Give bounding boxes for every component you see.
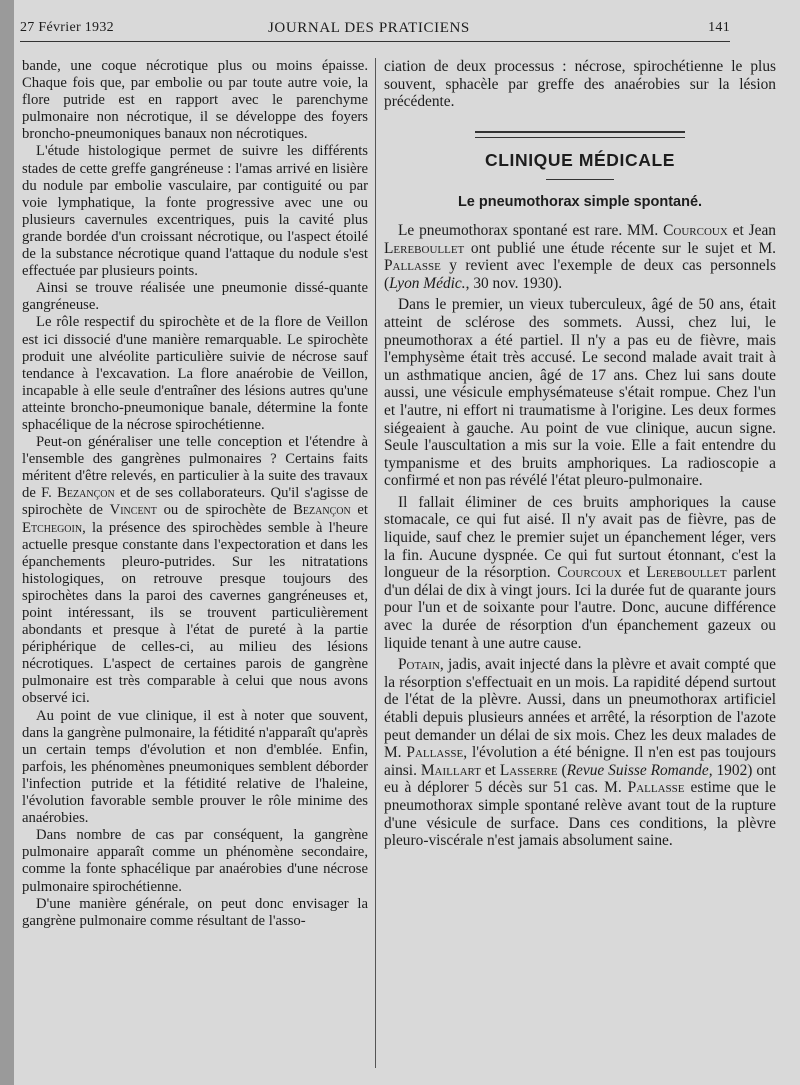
author-name: Courcoux: [557, 564, 622, 582]
author-name: Bezançon: [293, 502, 351, 519]
article-title: Le pneumothorax simple spontané.: [457, 194, 703, 211]
text-run: ont publié une étude récente sur le sujet et M.: [464, 239, 776, 257]
paragraph: L'étude histologique permet de suivre les différents stades de cette greffe gangréneuse : l'amas arrivé en lisière du nodule par embolie vasculaire, par contiguité ou par voie lymphatique, la fonte progressive avec une ou plusieurs cavernules excentriques, puis la cavité plus grande bordée d'un croissant nécrotique, ou l'aspect étoilé de la substance nécrotique quand l'attaque du nodule s'est effectuée par plusieurs points.: [22, 143, 368, 280]
text-run: , jadis, avait injecté dans la plèvre et avait compté que la résorption s'effectuait en un mois. La rapidité dépend surtout de l'état de la plèvre. Aussi, dans un pneumothorax artificiel établi depuis plusieurs années et arrêté, la résorption de l'azote peut demander un délai de six mois. Chez les deux malades de M.: [384, 656, 776, 762]
text-run: et: [480, 761, 500, 779]
issue-date: 27 Février 1932: [20, 20, 114, 35]
author-name: Potain: [398, 656, 440, 674]
right-column: [384, 58, 776, 850]
author-name: Lasserre: [499, 761, 558, 779]
author-name: Vincent: [109, 502, 157, 519]
text-run: parlent d'un délai de dix à vingt jours. Ici la durée fut de quarante jours pour l'un et de soixante pour l'autre. Donc, aucune différence avec la durée de résorption d'un épanchement gazeux ou liquide tenant à une autre cause.: [384, 564, 776, 652]
binding-gutter: [0, 0, 14, 1085]
paragraph: [384, 494, 776, 652]
paragraph: D'une manière générale, on peut donc envisager la gangrène pulmonaire comme résultant de l'asso-: [22, 895, 368, 929]
journal-citation: Lyon Médic.: [389, 274, 466, 292]
section-rule: [475, 131, 685, 138]
text-run: Le pneumothorax spontané est rare. MM.: [398, 221, 664, 239]
section-title: CLINIQUE MÉDICALE: [484, 149, 676, 170]
text-run: et Jean: [727, 221, 776, 239]
header-rule: [20, 41, 730, 42]
text-run: , l'évolution a été bénigne. Il n'en est pas toujours ainsi.: [384, 744, 776, 779]
author-name: Lereboullet: [384, 239, 465, 257]
text-run: ou de spirochète de: [156, 502, 294, 519]
paragraph: Dans nombre de cas par conséquent, la gangrène pulmonaire apparaît comme un phénomène secondaire, comme la fonte sphacélique par anaérobies d'une nécrose pulmonaire spirochétienne.: [22, 827, 368, 895]
text-run: estime que le pneumothorax simple spontané relève avant tout de la rupture d'une vésicule de surface. Dans ces conditions, la plèvre pleuro-viscérale n'est jamais absolument saine.: [384, 779, 776, 850]
paragraph: Le rôle respectif du spirochète et de la flore de Veillon est ici dissocié d'une manière remarquable. Le spirochète produit une alvéolite particulière suivie de nécrose sauf tendance à l'excavation. La flore anaérobie de Veillon, incapable à elle seule d'entraîner des lésions autres qu'une atteinte broncho-pneumonique banale, détermine la fonte sphacélique de la nécrose spirochétienne.: [22, 314, 368, 433]
text-run: , la présence des spirochèdes semble à l'heure actuelle presque constante dans l'expectoration et dans les épanchements pleuro-putrides. Sur les nitratations histologiques, on retrouve presque toujours des spirochètes dans la paroi des cavernes gangréneuses et, point intéressant, ils se trouvent particulièrement abondants et presque à l'état de pureté à la partie périphérique de celles-ci, au milieu des lésions nécrotiques. L'aspect de certaines parois de gangrène pulmonaire est très comparable à celui que nous avons observé ici.: [22, 519, 368, 707]
page-number: 141: [708, 20, 730, 35]
author-name: Lereboullet: [646, 564, 727, 582]
text-run: et de ses collaborateurs. Qu'il s'agisse de spirochète de: [22, 485, 368, 519]
journal-citation: Revue Suisse Romande,: [566, 761, 713, 779]
author-name: Bezançon: [57, 485, 115, 502]
left-column: [22, 58, 368, 930]
text-run: 1902) ont eu à déplorer 5 décès sur 51 cas. M.: [384, 761, 776, 797]
title-rule: [546, 179, 614, 180]
continuation-paragraph: ciation de deux processus : nécrose, spirochétienne le plus souvent, sphacèle par greffe des anaérobies sur la lésion précédente.: [384, 58, 776, 111]
author-name: Courcoux: [663, 221, 728, 239]
text-run: , 30 nov. 1930).: [465, 274, 563, 292]
paragraph: Dans le premier, un vieux tuberculeux, âgé de 50 ans, était atteint de sclérose des sommets. Aussi, chez lui, le pneumothorax a été partiel. Il n'y a pas eu de fièvre, mais l'emphysème était très accusé. Le second malade avait trait à un asthmatique ancien, âgé de 17 ans. Chez lui sans doute aussi, une vésicule emphysémateuse s'était rompue. Chez l'un et l'autre, ni effort ni traumatisme à l'origine. Les deux formes siégeaient à gauche. Au point de vue clinique, aucun signe. Seule l'auscultation a mis sur la voie. Elle a fait entendre du tympanisme et des bruits amphoriques. La radioscopie a confirmé et non pas révélé l'état pleuro-pulmonaire.: [384, 296, 776, 490]
text-run: y revient avec l'exemple de deux cas personnels (: [384, 257, 776, 292]
author-name: Pallasse: [627, 779, 685, 797]
journal-title: JOURNAL DES PRATICIENS: [268, 20, 470, 36]
author-name: Maillart: [420, 761, 481, 779]
text-run: et: [621, 564, 647, 582]
paragraph: bande, une coque nécrotique plus ou moins épaisse. Chaque fois que, par embolie ou par toute autre voie, la flore putride est en rapport avec le parenchyme pulmonaire non nécrotique, il se développe des foyers broncho-pneumoniques banaux non nécrotiques.: [22, 58, 368, 143]
paragraph: [384, 222, 776, 292]
author-name: Etchegoin: [22, 519, 83, 536]
paragraph: [22, 434, 368, 708]
page-header: [20, 20, 730, 40]
paragraph: Ainsi se trouve réalisée une pneumonie dissé-quante gangréneuse.: [22, 280, 368, 314]
text-run: Peut-on généraliser une telle conception et l'étendre à l'ensemble des gangrènes pulmonaires ? Certains faits méritent d'être relevés, en particulier à la suite des travaux de F.: [22, 434, 368, 502]
paragraph: [384, 656, 776, 850]
text-run: Il fallait éliminer de ces bruits amphoriques la cause stomacale, ce qui fut aisé. Il n'y avait pas de fièvre, pas de liquide, sauf chez le premier sujet un épanchement léger, vers la fin. Aucune dyspnée. Ce qui fut surtout étonnant, c'est la longueur de la résorption.: [384, 493, 776, 582]
author-name: Pallasse: [384, 257, 441, 275]
paragraph: Au point de vue clinique, il est à noter que souvent, dans la gangrène pulmonaire, la fétidité n'apparaît qu'après un certain temps d'évolution et non d'emblée. Enfin, parfois, les phénomènes pneumoniques semblent déborder l'infection putride et la fétidité relative de l'haleine, l'évolution favorable semble prouver le rôle minime des anaérobies.: [22, 707, 368, 827]
column-divider: [375, 58, 376, 1068]
author-name: Pallasse: [406, 744, 464, 762]
text-run: (: [557, 761, 567, 779]
text-run: et: [350, 502, 368, 519]
